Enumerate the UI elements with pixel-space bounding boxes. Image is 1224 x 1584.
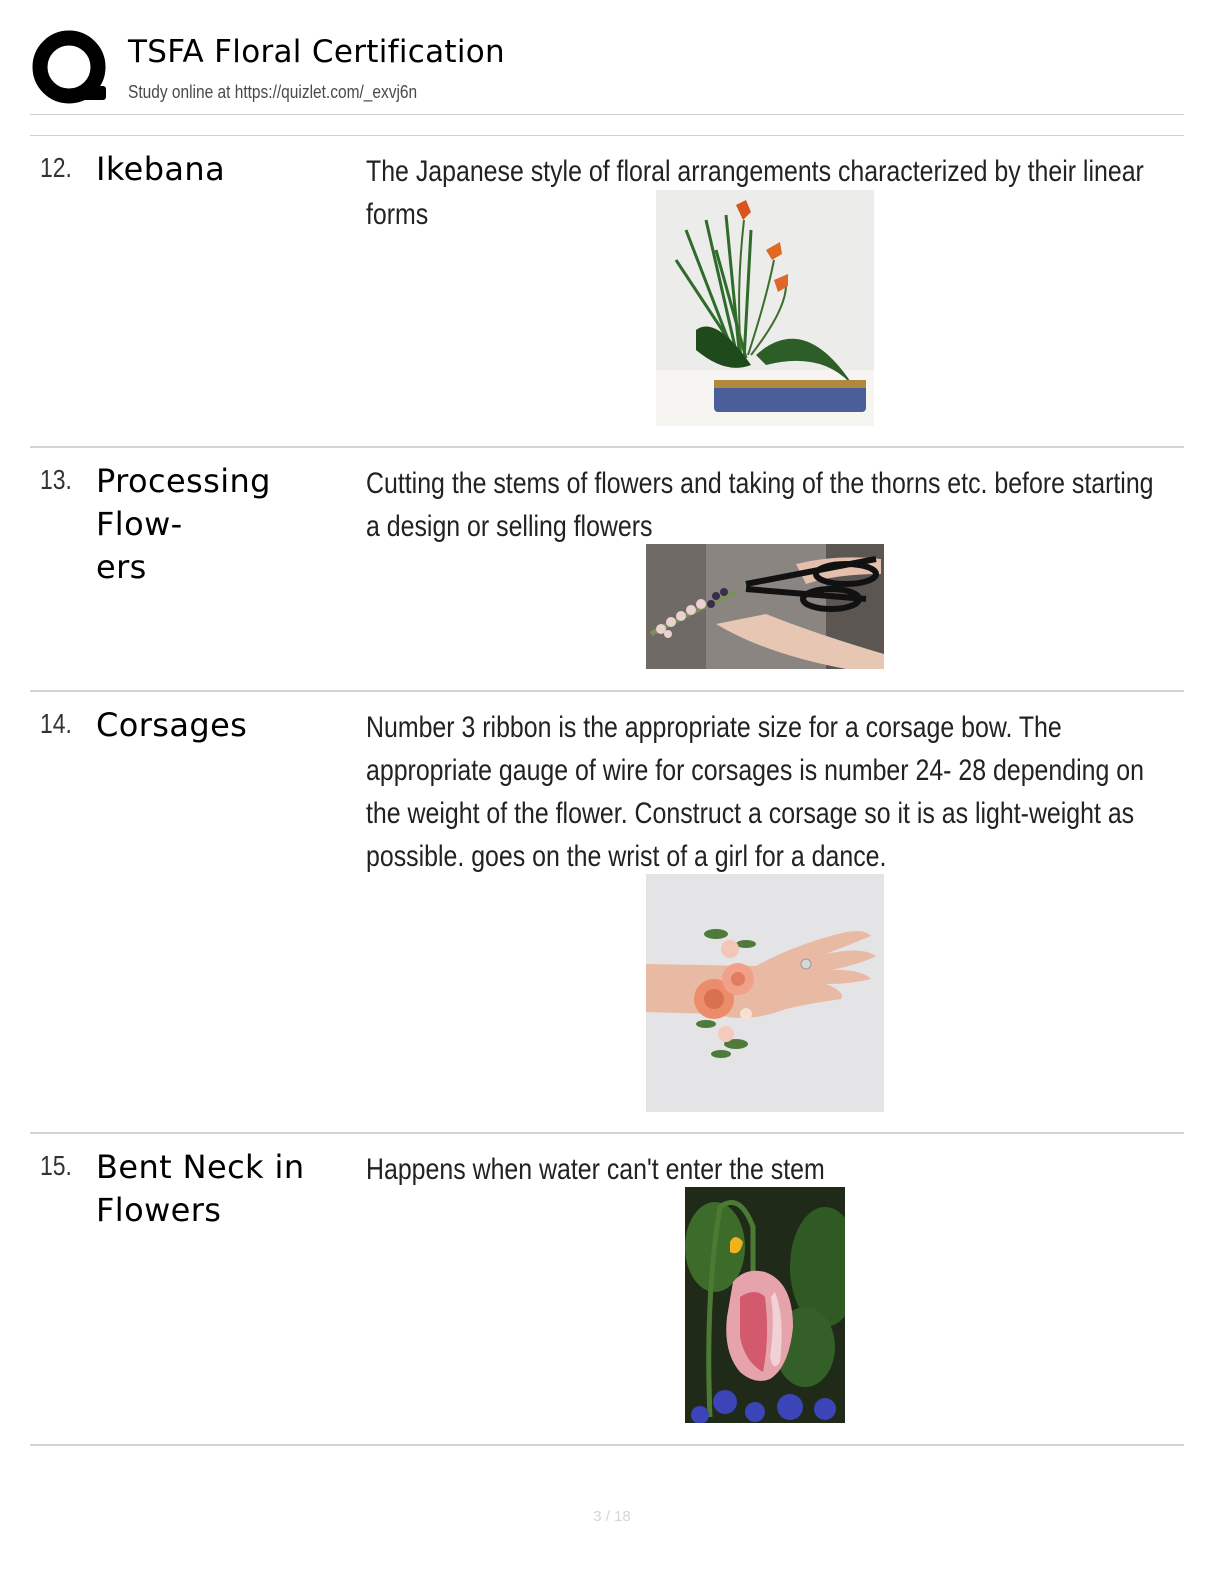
wrist-corsage-image <box>646 874 884 1112</box>
card-definition: The Japanese style of floral arrangements characterized by their linear forms <box>366 155 1144 231</box>
card-term-line: Flowers <box>96 1191 222 1229</box>
document-header <box>30 28 1184 115</box>
card-definition: Cutting the stems of flowers and taking of the thorns etc. before starting a design or selling flowers <box>366 467 1154 543</box>
quizlet-q-logo-icon <box>32 30 108 106</box>
card-number: 12. <box>40 152 72 183</box>
scissors-cutting-stems-image <box>646 544 884 669</box>
flashcard-row <box>30 692 1184 1134</box>
card-term-line: Bent Neck in <box>96 1148 305 1186</box>
flashcard-row <box>30 448 1184 692</box>
card-number: 14. <box>40 708 72 739</box>
page-number: 3 / 18 <box>593 1508 631 1525</box>
card-term-line: ers <box>96 548 147 586</box>
card-number: 15. <box>40 1150 72 1181</box>
flashcard-row <box>30 1134 1184 1446</box>
document-title: TSFA Floral Certification <box>128 34 505 70</box>
card-term: Ikebana <box>96 150 226 188</box>
bent-neck-tulip-image <box>685 1187 845 1423</box>
card-definition: Happens when water can't enter the stem <box>366 1153 825 1186</box>
card-term-line: Processing Flow- <box>96 462 271 543</box>
card-definition: Number 3 ribbon is the appropriate size for a corsage bow. The appropriate gauge of wire for corsages is number 24- 28 depending on the weight of the flower. Construct a corsage so it is as light-weight as possible. goes on the wrist of a girl for a dance. <box>366 711 1144 873</box>
ikebana-arrangement-image <box>656 190 874 426</box>
study-link-text: Study online at https://quizlet.com/_exvj6n <box>128 82 418 102</box>
card-number: 13. <box>40 464 72 495</box>
card-term <box>96 1146 356 1232</box>
card-term: Corsages <box>96 706 248 744</box>
card-term <box>96 460 356 589</box>
flashcard-row <box>30 136 1184 448</box>
